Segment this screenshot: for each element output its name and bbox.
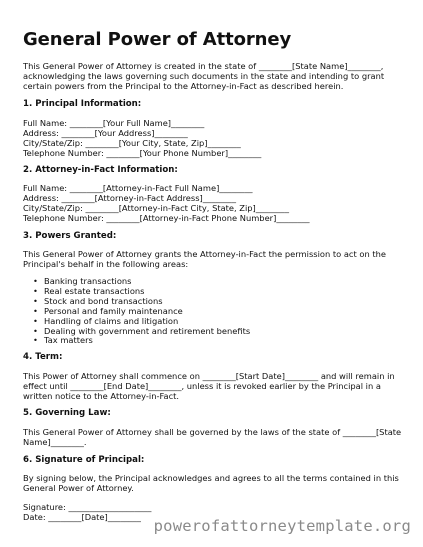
powers-list <box>23 277 250 346</box>
power-item-banking: • Banking transactions <box>23 277 250 287</box>
attorney-city-state-zip: City/State/Zip: ________[Attorney-in-Fact City, State, Zip]________ <box>23 203 289 213</box>
attorney-info-heading: 2. Attorney-in-Fact Information: <box>23 165 178 175</box>
powers-intro-line-2: Principal's behalf in the following areas: <box>23 259 189 269</box>
power-item-stock-bond: • Stock and bond transactions <box>23 297 250 307</box>
intro-line-1: This General Power of Attorney is created in the state of ________[State Name]________, <box>23 61 384 71</box>
power-item-claims-litigation: • Handling of claims and litigation <box>23 317 250 327</box>
signature-intro-line-1: By signing below, the Principal acknowledges and agrees to all the terms contained in this <box>23 473 399 483</box>
power-item-family-maintenance: • Personal and family maintenance <box>23 307 250 317</box>
signature-intro-line-2: General Power of Attorney. <box>23 483 134 493</box>
term-line-2: effect until ________[End Date]________, unless it is revoked earlier by the Principal in a <box>23 381 381 391</box>
principal-address: Address: ________[Your Address]________ <box>23 128 188 138</box>
signature-line: Signature: ____________________ <box>23 502 152 512</box>
principal-telephone: Telephone Number: ________[Your Phone Number]________ <box>23 148 262 158</box>
term-heading: 4. Term: <box>23 352 63 362</box>
signature-heading: 6. Signature of Principal: <box>23 455 145 465</box>
intro-line-3: certain powers from the Principal to the Attorney-in-Fact as described herein. <box>23 81 344 91</box>
power-item-tax-matters: • Tax matters <box>23 336 250 346</box>
attorney-address: Address: ________[Attorney-in-Fact Address]________ <box>23 193 236 203</box>
date-line: Date: ________[Date]________ <box>23 512 141 522</box>
website-watermark: powerofattorneytemplate.org <box>153 517 411 535</box>
document-title: General Power of Attorney <box>23 29 292 50</box>
intro-line-2: acknowledging the laws governing such documents in the state and intending to grant <box>23 71 385 81</box>
attorney-full-name: Full Name: ________[Attorney-in-Fact Full Name]________ <box>23 183 253 193</box>
power-item-real-estate: • Real estate transactions <box>23 287 250 297</box>
attorney-telephone: Telephone Number: ________[Attorney-in-Fact Phone Number]________ <box>23 213 310 223</box>
governing-law-line-2: Name]________. <box>23 437 87 447</box>
powers-intro-line-1: This General Power of Attorney grants the Attorney-in-Fact the permission to act on the <box>23 249 386 259</box>
term-line-1: This Power of Attorney shall commence on ________[Start Date]________ and will remain in <box>23 371 395 381</box>
principal-full-name: Full Name: ________[Your Full Name]________ <box>23 118 205 128</box>
powers-granted-heading: 3. Powers Granted: <box>23 231 117 241</box>
power-item-government-benefits: • Dealing with government and retirement benefits <box>23 327 250 337</box>
governing-law-heading: 5. Governing Law: <box>23 408 111 418</box>
governing-law-line-1: This General Power of Attorney shall be governed by the laws of the state of ________[State <box>23 427 402 437</box>
principal-info-heading: 1. Principal Information: <box>23 99 142 109</box>
term-line-3: written notice to the Attorney-in-Fact. <box>23 391 180 401</box>
principal-city-state-zip: City/State/Zip: ________[Your City, State, Zip]________ <box>23 138 241 148</box>
